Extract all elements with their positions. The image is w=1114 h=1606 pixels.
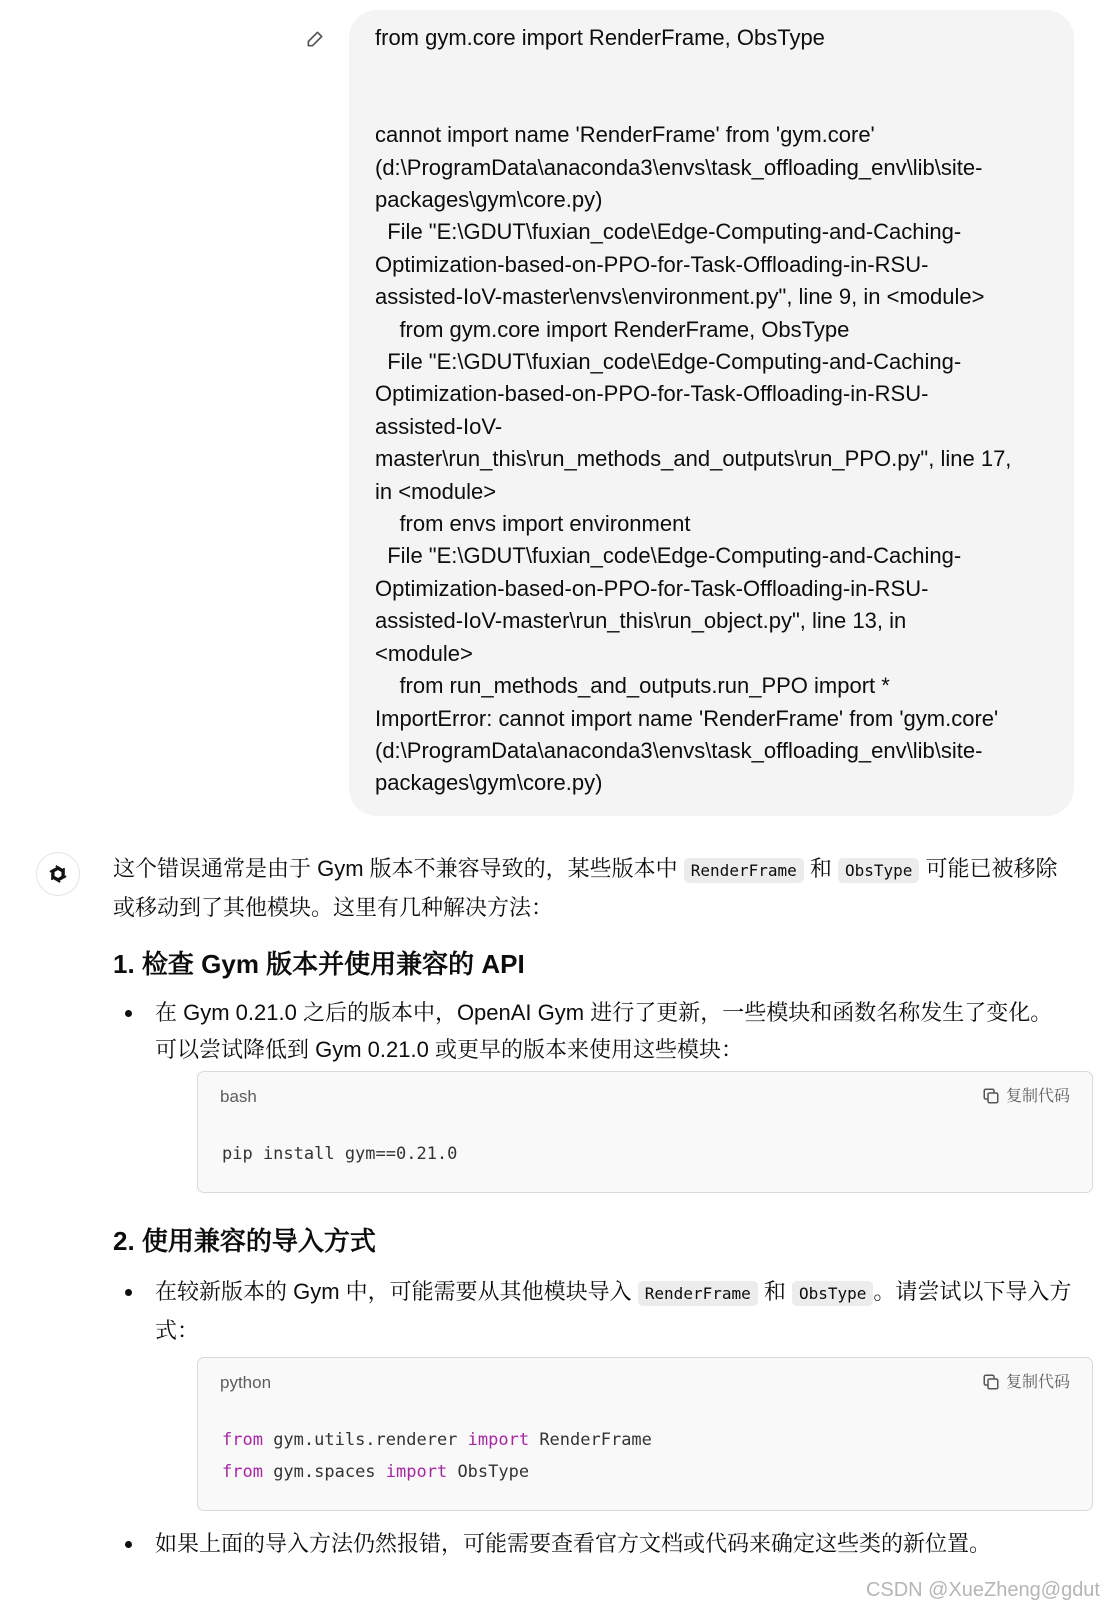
user-message-line: File "E:\GDUT\fuxian_code\Edge-Computing-and-Caching- (375, 349, 962, 375)
copy-code-button[interactable] (982, 1078, 1070, 1115)
code-keyword: import (385, 1462, 448, 1482)
watermark: CSDN @XueZheng@gdut (865, 1579, 1100, 1601)
user-message-line: assisted-IoV-master\envs\environment.py", line 9, in <module> (375, 284, 985, 310)
list-item-text: 在较新版本的 Gym 中，可能需要从其他模块导入 (155, 1279, 638, 1304)
user-message-line: packages\gym\core.py) (375, 187, 603, 212)
user-message-line: packages\gym\core.py) (375, 770, 603, 796)
inline-code-obstype: ObsType (792, 1281, 873, 1306)
copy-icon (982, 1373, 1000, 1391)
pencil-icon (305, 29, 325, 49)
user-message-line: from gym.core import RenderFrame, ObsType (375, 25, 825, 50)
assistant-content (113, 850, 1073, 1562)
code-keyword: from (222, 1430, 263, 1450)
code-content (198, 1406, 1092, 1510)
edit-message-button[interactable] (302, 26, 328, 52)
bullet-dot (125, 1010, 132, 1017)
section-heading-1: 1. 检查 Gym 版本并使用兼容的 API (113, 949, 525, 979)
inline-code-obstype: ObsType (838, 858, 919, 883)
user-message-line (375, 54, 1052, 86)
user-message-line: assisted-IoV-master\run_this\run_object.py", line 13, in (375, 608, 907, 634)
code-block-header (198, 1072, 1092, 1120)
user-message-line: Optimization-based-on-PPO-for-Task-Offloading-in-RSU- (375, 575, 929, 601)
openai-logo-icon (45, 861, 71, 887)
code-language-label: python (220, 1372, 272, 1392)
list-item-text: 如果上面的导入方法仍然报错，可能需要查看官方文档或代码来确定这些类的新位置。 (155, 1531, 992, 1556)
user-message-bubble (349, 10, 1074, 816)
list-item (113, 1273, 1073, 1511)
code-block-python (197, 1357, 1093, 1511)
user-message-line: from envs import environment (375, 511, 691, 537)
list-item-and-text: 和 (757, 1279, 792, 1304)
list-item-text: 在 Gym 0.21.0 之后的版本中，OpenAI Gym 进行了更新，一些模块和函数名称发生了变化。可以尝试降低到 Gym 0.21.0 或更早的版本来使用这些模块： (155, 1000, 1053, 1062)
list-item-text-end: 。请尝试以下导入方式： (155, 1279, 1072, 1343)
intro-text: 这个错误通常是由于 Gym 版本不兼容导致的，某些版本中 (113, 856, 684, 881)
user-message-line: <module> (375, 640, 473, 666)
code-block-bash (197, 1071, 1093, 1193)
list-item (113, 1525, 1073, 1562)
code-module: gym.spaces (262, 1462, 386, 1482)
intro-text-end: 可能已被移除或移动到了其他模块。这里有几种解决方法： (113, 856, 1058, 920)
inline-code-renderframe: RenderFrame (638, 1281, 758, 1306)
user-message-line: Optimization-based-on-PPO-for-Task-Offloading-in-RSU- (375, 251, 929, 277)
copy-code-label: 复制代码 (1005, 1087, 1070, 1105)
user-message-line (375, 87, 1052, 119)
user-message-line: ImportError: cannot import name 'RenderFrame' from 'gym.core' (375, 705, 999, 731)
code-line: pip install gym==0.21.0 (222, 1144, 458, 1164)
code-name: RenderFrame (529, 1430, 652, 1450)
user-message-line: File "E:\GDUT\fuxian_code\Edge-Computing-and-Caching- (375, 543, 962, 569)
user-message-line: from gym.core import RenderFrame, ObsType (375, 316, 850, 342)
user-message-line: from run_methods_and_outputs.run_PPO import * (375, 673, 890, 699)
bullet-dot (125, 1289, 132, 1296)
inline-code-renderframe: RenderFrame (684, 858, 804, 883)
code-language-label: bash (220, 1086, 257, 1106)
copy-code-label: 复制代码 (1005, 1373, 1070, 1391)
code-keyword: import (467, 1430, 530, 1450)
intro-paragraph (113, 850, 1073, 926)
user-message-line: master\run_this\run_methods_and_outputs\run_PPO.py", line 17, (375, 446, 1012, 472)
user-message-line: Optimization-based-on-PPO-for-Task-Offloading-in-RSU- (375, 381, 929, 407)
user-message-line: (d:\ProgramData\anaconda3\envs\task_offloading_env\lib\site- (375, 154, 983, 180)
user-message-line: cannot import name 'RenderFrame' from 'gym.core' (375, 122, 875, 148)
user-message-line: File "E:\GDUT\fuxian_code\Edge-Computing-and-Caching- (375, 219, 962, 245)
copy-code-button[interactable] (982, 1364, 1070, 1401)
bullet-dot (125, 1541, 132, 1548)
code-name: ObsType (447, 1462, 530, 1482)
copy-icon (982, 1087, 1000, 1105)
code-module: gym.utils.renderer (262, 1430, 468, 1450)
code-content (198, 1120, 1092, 1192)
code-line (222, 1430, 652, 1450)
section-2-list (113, 1273, 1073, 1562)
user-message-line: (d:\ProgramData\anaconda3\envs\task_offloading_env\lib\site- (375, 737, 983, 763)
list-item (113, 994, 1073, 1193)
code-block-header (198, 1358, 1092, 1406)
user-message-line: assisted-IoV- (375, 413, 503, 439)
code-keyword: from (222, 1462, 263, 1482)
intro-and-text: 和 (803, 856, 838, 881)
section-heading-2: 2. 使用兼容的导入方式 (113, 1226, 376, 1256)
section-1-list (113, 994, 1073, 1193)
user-message-line: in <module> (375, 478, 497, 504)
assistant-avatar (36, 852, 80, 896)
code-line (222, 1462, 529, 1482)
